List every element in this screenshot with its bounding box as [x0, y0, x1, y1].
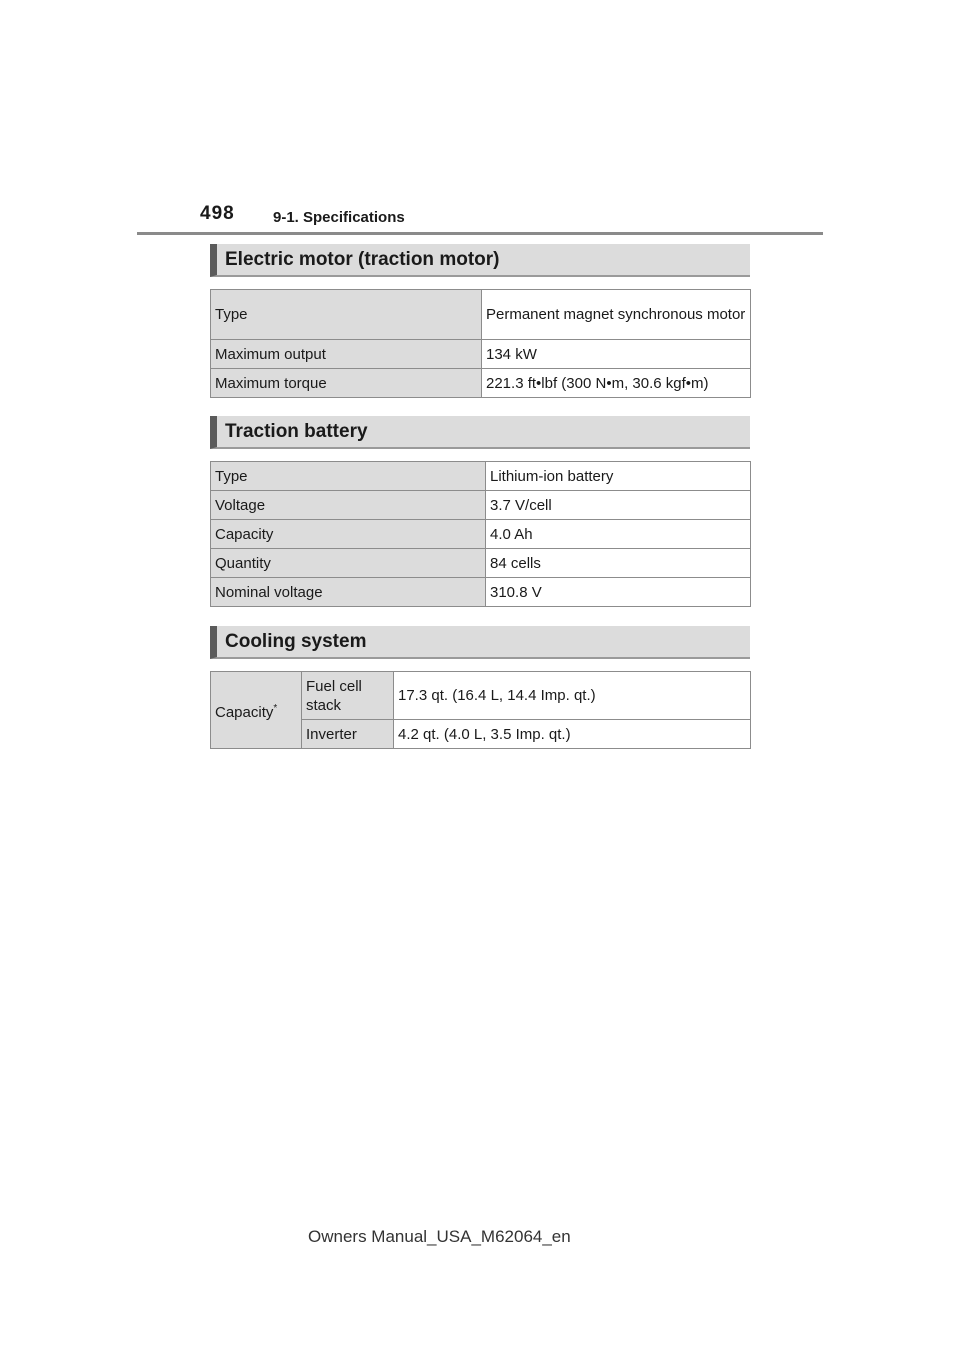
- spec-label: Nominal voltage: [211, 578, 486, 607]
- battery-spec-table: [210, 461, 751, 607]
- cooling-spec-table: [210, 671, 751, 749]
- spec-value: 84 cells: [486, 549, 751, 578]
- motor-heading: [210, 244, 750, 277]
- table-row: [211, 340, 751, 369]
- spec-value: 310.8 V: [486, 578, 751, 607]
- section-title: 9-1. Specifications: [273, 209, 405, 226]
- spec-label: Fuel cell stack: [302, 672, 394, 720]
- table-row: [211, 369, 751, 398]
- table-row: [211, 549, 751, 578]
- motor-heading-text: Electric motor (traction motor): [225, 249, 500, 270]
- footnote-mark: *: [273, 702, 278, 714]
- spec-value: 4.2 qt. (4.0 L, 3.5 Imp. qt.): [394, 720, 751, 749]
- page-number: 498: [200, 203, 235, 224]
- spec-label: Type: [211, 462, 486, 491]
- spec-label: Maximum torque: [211, 369, 482, 398]
- battery-heading: [210, 416, 750, 449]
- spec-label: Inverter: [302, 720, 394, 749]
- spec-value: 17.3 qt. (16.4 L, 14.4 Imp. qt.): [394, 672, 751, 720]
- cooling-heading-text: Cooling system: [225, 631, 367, 652]
- capacity-label-cell: [211, 672, 302, 749]
- table-row: [211, 290, 751, 340]
- table-row: [211, 491, 751, 520]
- spec-value: Permanent magnet synchronous motor: [482, 290, 751, 340]
- cooling-heading: [210, 626, 750, 659]
- spec-value: 4.0 Ah: [486, 520, 751, 549]
- table-row: [211, 520, 751, 549]
- spec-label: Quantity: [211, 549, 486, 578]
- motor-spec-table: [210, 289, 751, 398]
- spec-value: 134 kW: [482, 340, 751, 369]
- spec-value: 3.7 V/cell: [486, 491, 751, 520]
- table-row: [211, 462, 751, 491]
- battery-heading-text: Traction battery: [225, 421, 368, 442]
- spec-label: Capacity: [211, 520, 486, 549]
- footer-text: Owners Manual_USA_M62064_en: [308, 1227, 571, 1246]
- table-row: [211, 578, 751, 607]
- spec-label: Voltage: [211, 491, 486, 520]
- spec-label: Maximum output: [211, 340, 482, 369]
- capacity-label: Capacity: [215, 703, 274, 721]
- table-row: [211, 672, 751, 720]
- spec-label: Type: [211, 290, 482, 340]
- header-divider: [137, 232, 823, 235]
- spec-value: 221.3 ft•lbf (300 N•m, 30.6 kgf•m): [482, 369, 751, 398]
- spec-value: Lithium-ion battery: [486, 462, 751, 491]
